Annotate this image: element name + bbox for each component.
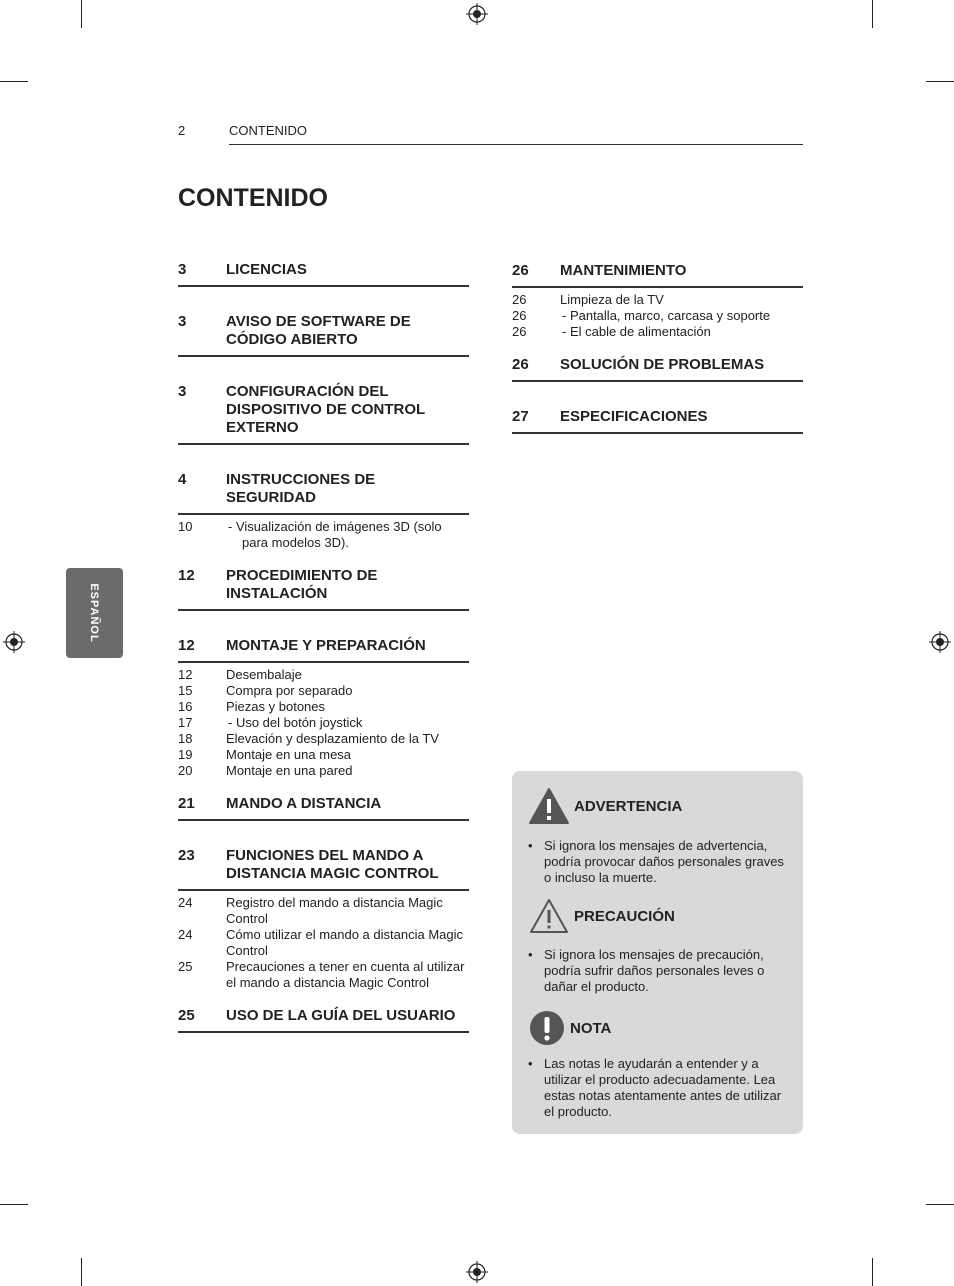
toc-section-heading[interactable] [512,262,803,288]
toc-subentry-page: 26 [512,308,527,323]
toc-page-number: 3 [178,261,187,278]
toc-subentry[interactable] [178,927,469,959]
toc-page-number: 23 [178,847,195,864]
toc-page-number: 21 [178,795,195,812]
caution-title: PRECAUCIÓN [574,907,675,925]
toc-section-heading[interactable] [512,408,803,434]
toc-subentry-label: - El cable de alimentación [562,324,711,339]
toc-subentry[interactable] [178,667,469,683]
toc-page-number: 4 [178,471,187,488]
toc-section [178,637,469,779]
toc-section-heading[interactable] [178,1007,469,1033]
toc-section-label: MANDO A DISTANCIA [226,795,382,812]
toc-subentry[interactable] [178,731,469,747]
toc-section-label: INSTRUCCIONES DE SEGURIDAD [226,471,376,506]
toc-section [178,1007,469,1033]
toc-subentry-label: - Pantalla, marco, carcasa y soporte [562,308,771,323]
toc-subentry-label: Precauciones a tener en cuenta al utilizar el mando a distancia Magic Control [226,959,465,990]
header-rule [229,144,803,145]
toc-section [178,313,469,357]
toc-section-heading[interactable] [178,383,469,445]
toc-section-label: LICENCIAS [226,261,307,278]
toc-subentry[interactable] [178,747,469,763]
toc-subentry-page: 15 [178,683,193,698]
warning-triangle-filled-icon [528,787,570,825]
crop-mark [81,0,82,28]
toc-subentry-label: - Uso del botón joystick [228,715,363,730]
toc-section-heading[interactable] [178,313,469,357]
toc-section-label: CONFIGURACIÓN DEL DISPOSITIVO DE CONTROL EXTERNO [226,383,425,436]
toc-subentry[interactable] [512,324,803,340]
toc-subentry-page: 24 [178,927,193,942]
toc-subentry-label: Registro del mando a distancia Magic Control [226,895,443,926]
caution-heading [528,897,675,935]
crop-mark [926,1204,954,1205]
crop-mark [0,81,28,82]
registration-mark-icon [3,631,25,653]
toc-page-number: 12 [178,567,195,584]
caution-item: • Si ignora los mensajes de precaución, podría sufrir daños personales leves o dañar el producto. [528,947,790,995]
toc-section-heading[interactable] [178,795,469,821]
toc-subentry-page: 12 [178,667,193,682]
toc-section [178,795,469,821]
toc-subentry-page: 17 [178,715,193,730]
toc-subentry-page: 19 [178,747,193,762]
note-heading [528,1009,611,1047]
toc-subentries [512,288,803,340]
toc-subentry-page: 10 [178,519,193,534]
toc-page-number: 3 [178,313,187,330]
toc-page-number: 12 [178,637,195,654]
toc-subentry-page: 16 [178,699,193,714]
crop-mark [81,1258,82,1286]
toc-subentry[interactable] [178,959,469,991]
toc-subentries [178,891,469,991]
toc-subentry[interactable] [178,763,469,779]
toc-subentry[interactable] [178,519,469,551]
toc-page-number: 25 [178,1007,195,1024]
toc-page-number: 26 [512,356,529,373]
toc-subentry[interactable] [178,895,469,927]
toc-section-heading[interactable] [178,567,469,611]
registration-mark-icon [466,3,488,25]
note-exclamation-circle-icon [528,1009,566,1047]
warning-heading [528,787,682,825]
toc-section-label: MONTAJE Y PREPARACIÓN [226,637,426,654]
toc-section [178,261,469,287]
toc-section-label: ESPECIFICACIONES [560,408,708,425]
toc-subentry-label: - Visualización de imágenes 3D (solo para modelos 3D). [228,519,442,550]
toc-subentry-label: Montaje en una pared [226,763,353,778]
caution-text: Si ignora los mensajes de precaución, podría sufrir daños personales leves o dañar el producto. [544,947,765,994]
toc-subentry-page: 26 [512,324,527,339]
toc-section-label: FUNCIONES DEL MANDO A DISTANCIA MAGIC CONTROL [226,847,439,882]
language-tab-label: ESPAÑOL [88,583,100,643]
page-number: 2 [178,123,186,138]
crop-mark [872,1258,873,1286]
registration-mark-icon [466,1261,488,1283]
caution-triangle-outline-icon [528,897,570,935]
toc-subentry[interactable] [178,699,469,715]
crop-mark [0,1204,28,1205]
toc-section [178,567,469,611]
toc-section-heading[interactable] [178,847,469,891]
language-tab [66,568,123,658]
note-title: NOTA [570,1019,612,1037]
toc-left-column [178,261,469,1059]
toc-section-heading[interactable] [178,261,469,287]
toc-subentry-label: Limpieza de la TV [560,292,664,307]
toc-section [178,847,469,991]
toc-section-heading[interactable] [512,356,803,382]
toc-section [512,408,803,434]
toc-subentries [178,515,469,551]
toc-subentry[interactable] [178,683,469,699]
toc-subentry-label: Desembalaje [226,667,302,682]
toc-page-number: 26 [512,262,529,279]
toc-subentry-label: Elevación y desplazamiento de la TV [226,731,439,746]
toc-section-label: PROCEDIMIENTO DE INSTALACIÓN [226,567,378,602]
warning-item: • Si ignora los mensajes de advertencia, podría provocar daños personales graves o incluso la muerte. [528,838,790,886]
toc-subentry[interactable] [512,308,803,324]
warning-title: ADVERTENCIA [574,797,683,815]
crop-mark [926,81,954,82]
toc-page-number: 3 [178,383,187,400]
toc-subentries [178,663,469,779]
toc-section-label: MANTENIMIENTO [560,262,687,279]
toc-subentry-label: Montaje en una mesa [226,747,352,762]
toc-section-label: AVISO DE SOFTWARE DE CÓDIGO ABIERTO [226,313,411,348]
toc-section-heading[interactable] [178,637,469,663]
page-title: CONTENIDO [178,184,328,212]
toc-section-label: USO DE LA GUÍA DEL USUARIO [226,1007,456,1024]
toc-subentry-label: Compra por separado [226,683,353,698]
toc-right-column [512,262,803,460]
toc-subentry-page: 24 [178,895,193,910]
warning-text: Si ignora los mensajes de advertencia, podría provocar daños personales graves o incluso la muerte. [544,838,784,885]
notes-box [512,771,803,1134]
toc-section-label: SOLUCIÓN DE PROBLEMAS [560,356,765,373]
toc-section [512,262,803,340]
toc-section [178,383,469,445]
toc-section-heading[interactable] [178,471,469,515]
toc-subentry-label: Piezas y botones [226,699,326,714]
toc-section [512,356,803,382]
registration-mark-icon [929,631,951,653]
toc-subentry-page: 25 [178,959,193,974]
running-header: CONTENIDO [229,123,307,138]
toc-subentry[interactable] [178,715,469,731]
toc-section [178,471,469,551]
toc-subentry-page: 20 [178,763,193,778]
toc-subentry-page: 18 [178,731,193,746]
note-item: • Las notas le ayudarán a entender y a utilizar el producto adecuadamente. Lea estas notas atentamente antes de utilizar el producto. [528,1056,790,1120]
toc-subentry-label: Cómo utilizar el mando a distancia Magic Control [226,927,463,958]
note-text: Las notas le ayudarán a entender y a utilizar el producto adecuadamente. Lea estas notas atentamente antes de utilizar el producto. [544,1056,782,1119]
toc-subentry-page: 26 [512,292,527,307]
toc-page-number: 27 [512,408,529,425]
toc-subentry[interactable] [512,292,803,308]
crop-mark [872,0,873,28]
